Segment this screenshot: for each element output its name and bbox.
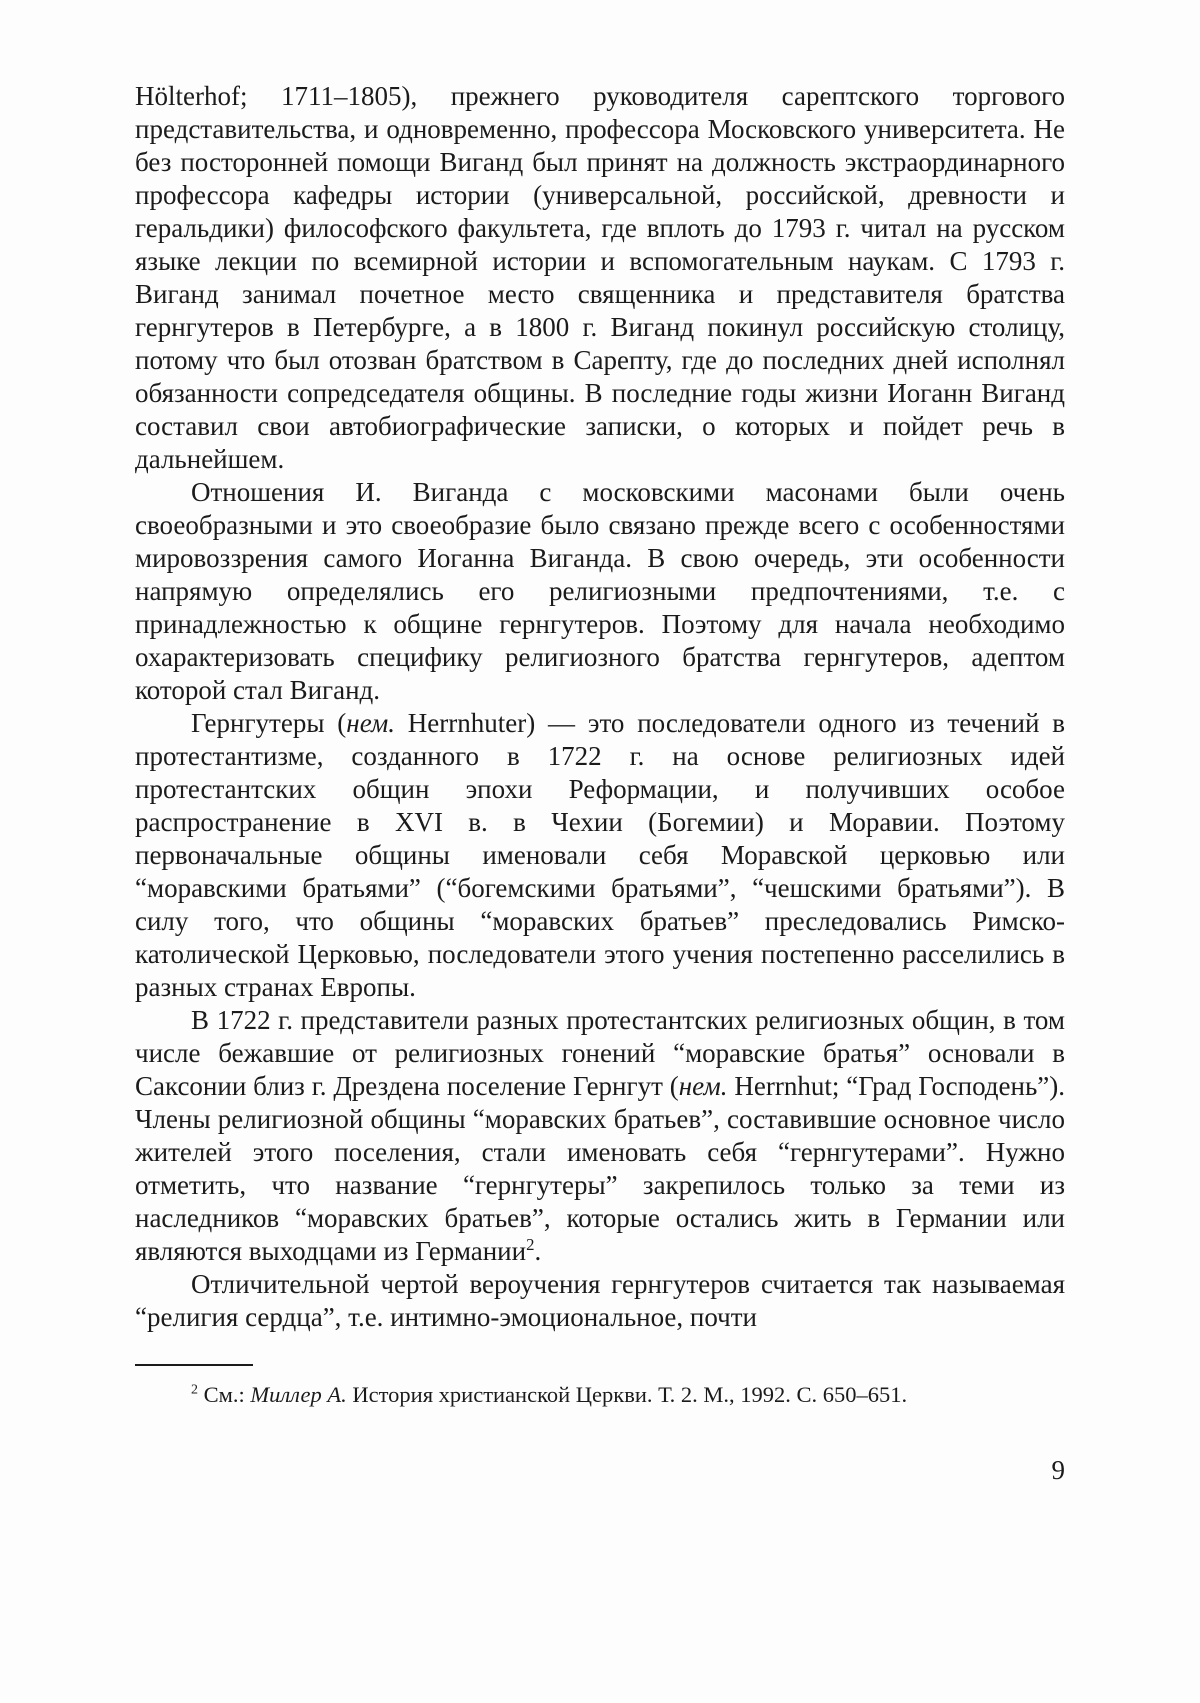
paragraph	[135, 1268, 1065, 1334]
footnote-area	[135, 1364, 1065, 1409]
text-run: Гернгутеры (	[191, 708, 347, 738]
text-run: .	[534, 1236, 542, 1266]
footnote-text: См.:	[197, 1382, 251, 1407]
footnote-text: История христианской Церкви. Т. 2. М., 1992. С. 650–651.	[346, 1382, 908, 1407]
paragraph	[135, 707, 1065, 1004]
footnote	[135, 1380, 1065, 1409]
text-run: Herrnhut; “Град Господень”). Члены религиозной общины “моравских братьев”, составившие основное число жителей этого поселения, стали именовать себя “гернгутерами”. Нужно отметить, что название “гернгутеры” закрепилось только за теми из наследников “моравских братьев”, которые остались жить в Германии или являются выходцами из Германии	[135, 1071, 1066, 1266]
footnote-marker: 2	[191, 1382, 198, 1398]
text-run: Herrnhuter) — это последователи одного из течений в протестантизме, созданного в 1722 г. на основе религиозных идей протестантских общин эпохи Реформации, и получивших особое распространение в XVI в. в Чехии (Богемии) и Моравии. Поэтому первоначальные общины именовали себя Моравской церковью или “моравскими братьями” (“богемскими братьями”, “чешскими братьями”). В силу того, что общины “моравских братьев” преследовались Римско-католической Церковью, последователи этого учения постепенно расселились в разных странах Европы.	[135, 708, 1065, 1002]
text-run: Отношения И. Виганда с московскими масонами были очень своеобразными и это своеобразие было связано прежде всего с особенностями мировоззрения самого Иоганна Виганда. В свою очередь, эти особенности напрямую определялись его религиозными предпочтениями, т.е. с принадлежностью к общине гернгутеров. Поэтому для начала необходимо охарактеризовать специфику религиозного братства гернгутеров, адептом которой стал Виганд.	[135, 477, 1065, 705]
text-run-italic: нем.	[678, 1071, 728, 1101]
paragraph	[135, 1004, 1065, 1268]
paragraph	[135, 80, 1065, 476]
footnote-ref-marker: 2	[526, 1235, 535, 1254]
text-run: Отличительной чертой вероучения гернгутеров считается так называемая “религия сердца”, т.е. интимно-эмоциональное, почти	[135, 1269, 1065, 1332]
text-run: В 1722 г. представители разных протестантских религиозных общин, в том числе бежавшие от религиозных гонений “моравские братья” основали в Саксонии близ г. Дрездена поселение Гернгут (	[135, 1005, 1065, 1101]
text-run-italic: нем.	[346, 708, 395, 738]
text-run: Hölterhof; 1711–1805), прежнего руководителя сарептского торгового представительства, и одновременно, профессора Московского университета. Не без посторонней помощи Виганд был принят на должность экстраординарного профессора кафедры истории (универсальной, российской, древности и геральдики) философского факультета, где вплоть до 1793 г. читал на русском языке лекции по всемирной истории и вспомогательным наукам. С 1793 г. Виганд занимал почетное место священника и представителя братства гернгутеров в Петербурге, а в 1800 г. Виганд покинул российскую столицу, потому что был отозван братством в Сарепту, где до последних дней исполнял обязанности сопредседателя общины. В последние годы жизни Иоганн Виганд составил свои автобиографические записки, о которых и пойдет речь в дальнейшем.	[135, 81, 1065, 474]
footnote-separator	[135, 1364, 253, 1366]
footnote-text-italic: Миллер А.	[250, 1382, 347, 1407]
text-block	[135, 80, 1065, 1334]
page-number: 9	[1051, 1455, 1065, 1485]
paragraph	[135, 476, 1065, 707]
